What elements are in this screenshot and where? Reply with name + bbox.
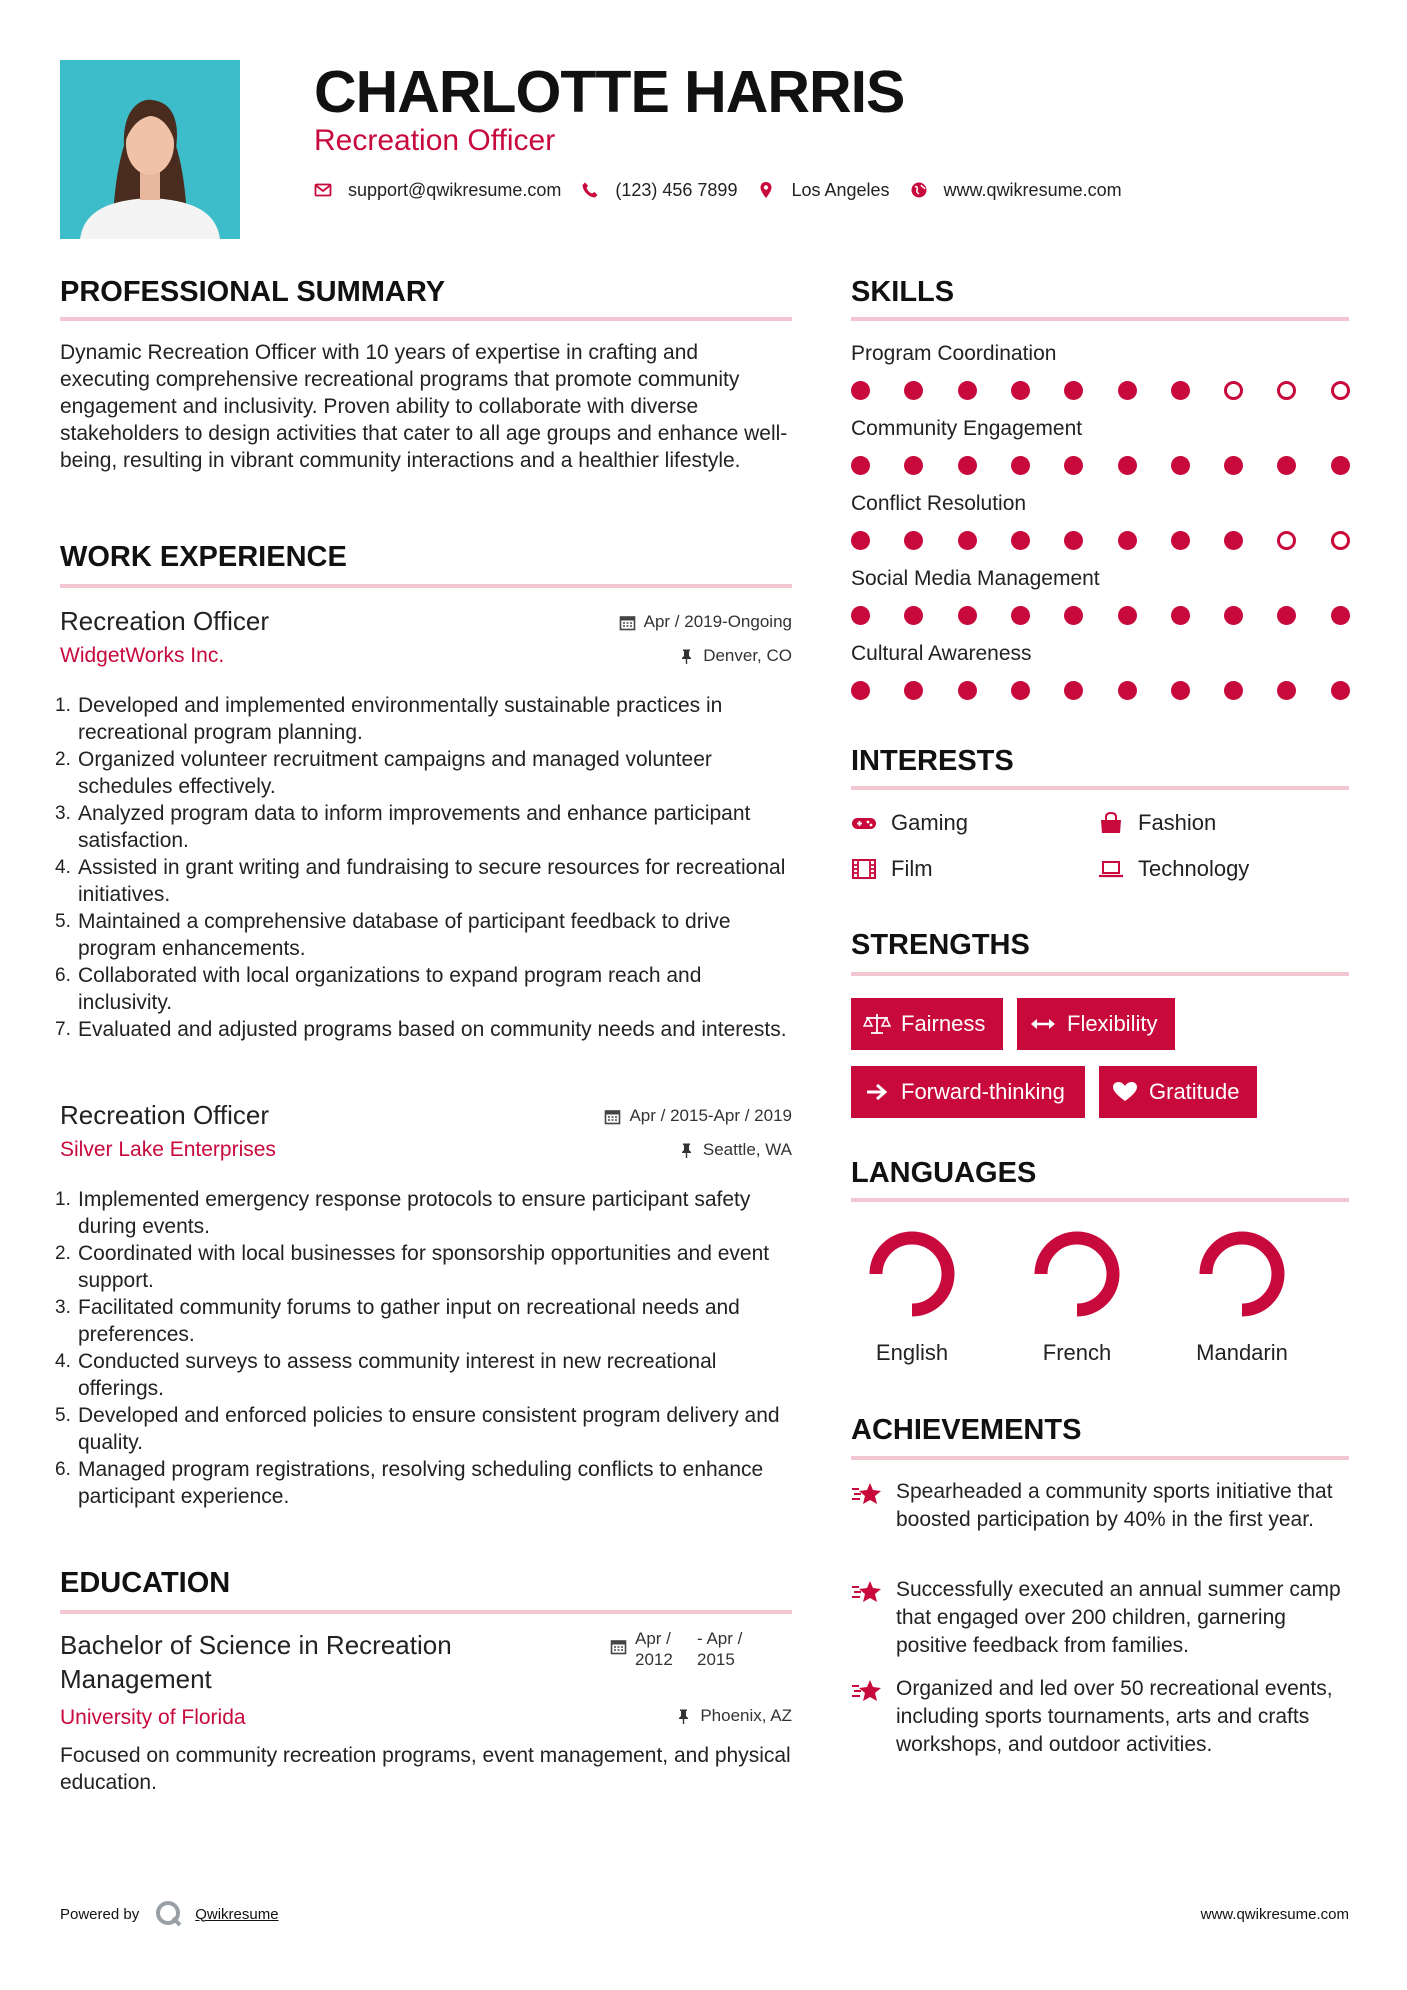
heart-icon [1111,1080,1139,1104]
interest-item [1098,810,1216,836]
languages-divider [851,1198,1349,1202]
footer-url[interactable]: www.qwikresume.com [1200,1906,1349,1923]
contact-bar [314,178,1142,202]
rating-dot-filled [1224,681,1243,700]
language-progress-ring [862,1224,962,1324]
balance-scale-icon [863,1012,891,1036]
list-item: 1. Implemented emergency response protocols to ensure participant safety during events. [55,1188,751,1238]
interest-label: Technology [1138,856,1250,881]
education-description: Focused on community recreation programs, event management, and physical education. [60,1744,791,1794]
strength-tag [1099,1066,1257,1118]
rating-dot-empty [1224,381,1243,400]
rating-dot-filled [904,456,923,475]
job-company: Silver Lake Enterprises [60,1138,276,1161]
language-progress-ring [1027,1224,1127,1324]
skill-rating [851,381,1351,401]
contact-phone-text: (123) 456 7899 [615,179,738,200]
interest-label: Gaming [891,810,969,835]
rating-dot-filled [851,531,870,550]
phone-icon [581,181,599,199]
language-item [847,1224,977,1366]
qwikresume-link[interactable]: Qwikresume [195,1905,279,1923]
rating-dot-filled [1011,456,1030,475]
rating-dot-filled [958,681,977,700]
contact-location [757,180,889,201]
candidate-name: CHARLOTTE HARRIS [314,59,905,125]
list-item: 3. Facilitated community forums to gather input on recreational needs and preferences. [55,1296,740,1346]
education-date-end-month: - Apr / [697,1629,743,1648]
profile-photo [60,60,240,239]
arrow-right-icon [863,1080,891,1104]
rating-dot-empty [1331,531,1350,550]
list-item: 2. Organized volunteer recruitment campaigns and managed volunteer schedules effectively. [55,748,712,798]
language-name: Mandarin [1196,1340,1288,1365]
job-date [604,1106,792,1126]
film-icon [851,858,877,880]
rating-dot-filled [1171,456,1190,475]
education-degree: Bachelor of Science in Recreation Management [60,1630,452,1694]
list-item: 5. Developed and enforced policies to ensure consistent program delivery and quality. [55,1404,780,1454]
rating-dot-filled [1277,606,1296,625]
calendar-icon [619,614,636,631]
language-item [1177,1224,1307,1366]
interest-label: Fashion [1138,810,1217,835]
education-date-end-year: 2015 [697,1650,735,1669]
interests-divider [851,786,1349,790]
calendar-icon [604,1108,621,1125]
pushpin-icon [678,648,695,665]
skill-rating [851,606,1351,626]
shopping-bag-icon [1098,812,1124,834]
rating-dot-filled [1331,681,1350,700]
skill-rating [851,456,1351,476]
job-location-text: Seattle, WA [702,1140,792,1159]
education-location [675,1706,792,1726]
job-location [678,1140,792,1160]
achievement-text: Successfully executed an annual summer camp that engaged over 200 children, garnering positive feedback from families. [896,1578,1341,1657]
job-entry-1 [55,606,792,1043]
rating-dot-filled [1064,531,1083,550]
strength-label: Gratitude [1149,1079,1240,1104]
list-item: 5. Maintained a comprehensive database of participant feedback to drive program enhancements. [55,910,731,960]
skill-rating [851,681,1351,701]
rating-dot-filled [958,456,977,475]
education-date-start-month: Apr / [635,1629,671,1648]
rating-dot-filled [904,606,923,625]
rating-dot-filled [904,531,923,550]
strength-tag [851,998,1003,1050]
list-item: 4. Assisted in grant writing and fundraising to secure resources for recreational initiatives. [55,856,786,906]
list-item: 4. Conducted surveys to assess community interest in new recreational offerings. [55,1350,717,1400]
rating-dot-empty [1277,531,1296,550]
strengths-divider [851,972,1349,976]
contact-website[interactable] [910,180,1122,201]
strength-tag [851,1066,1085,1118]
rating-dot-filled [958,381,977,400]
list-item: 6. Collaborated with local organizations to expand program reach and inclusivity. [55,964,702,1014]
achievement-text: Organized and led over 50 recreational events, including sports tournaments, arts and crafts workshops, and outdoor activities. [896,1677,1333,1756]
strengths-heading: STRENGTHS [851,929,1030,961]
education-date-start-year: 2012 [635,1650,673,1669]
rating-dot-filled [1277,681,1296,700]
contact-phone[interactable] [581,180,737,201]
languages-heading: LANGUAGES [851,1157,1037,1189]
job-location-text: Denver, CO [703,646,792,665]
achievement-text: Spearheaded a community sports initiative that boosted participation by 40% in the first year. [896,1480,1333,1531]
rating-dot-filled [1171,531,1190,550]
rating-dot-filled [958,606,977,625]
rating-dot-filled [1277,456,1296,475]
language-level-arc [1041,1238,1113,1310]
language-name: English [875,1340,949,1365]
strength-label: Fairness [901,1011,986,1036]
experience-divider [60,584,792,588]
rating-dot-filled [904,381,923,400]
rating-dot-filled [1224,531,1243,550]
rating-dot-filled [904,681,923,700]
strength-label: Forward-thinking [901,1079,1065,1104]
rating-dot-filled [1011,381,1030,400]
job-company: WidgetWorks Inc. [60,644,225,667]
candidate-title: Recreation Officer [314,124,556,157]
rating-dot-filled [1224,456,1243,475]
summary-heading: PROFESSIONAL SUMMARY [60,276,446,308]
strength-label: Flexibility [1067,1011,1158,1036]
summary-text: Dynamic Recreation Officer with 10 years of expertise in crafting and executing comprehensive recreational programs that promote community engagement and inclusivity. Proven ability to collaborate with diverse stakeholders to design activities that cater to all age groups and enhance well-being, resulting in vibrant community interactions and a healthier lifestyle. [60,341,788,472]
contact-email[interactable] [314,180,561,201]
rating-dot-filled [1064,381,1083,400]
job-date [619,612,792,632]
achievements-divider [851,1456,1349,1460]
skill-name: Community Engagement [851,417,1083,440]
education-school: University of Florida [60,1706,246,1729]
interest-item [851,810,968,836]
rating-dot-filled [851,606,870,625]
language-item [1012,1224,1142,1366]
list-item: 1. Developed and implemented environmentally sustainable practices in recreational program planning. [55,694,723,744]
list-item: 7. Evaluated and adjusted programs based on community needs and interests. [55,1018,787,1041]
rating-dot-filled [1118,531,1137,550]
interest-item [851,856,933,882]
rating-dot-filled [851,381,870,400]
pushpin-icon [675,1708,692,1725]
job-1-bullets [55,692,792,1043]
rating-dot-filled [1171,606,1190,625]
rating-dot-filled [1011,681,1030,700]
star-award-icon [851,1480,883,1508]
language-level-arc [876,1238,948,1310]
contact-email-text: support@qwikresume.com [348,179,562,200]
job-role: Recreation Officer [60,1100,270,1130]
pushpin-icon [678,1142,695,1159]
interests-heading: INTERESTS [851,745,1014,777]
rating-dot-filled [1171,681,1190,700]
skill-name: Program Coordination [851,342,1057,365]
rating-dot-filled [1224,606,1243,625]
rating-dot-empty [1277,381,1296,400]
education-location-text: Phoenix, AZ [700,1706,792,1725]
star-award-icon [851,1578,883,1606]
education-heading: EDUCATION [60,1567,231,1599]
job-entry-2 [55,1100,792,1510]
job-date-text: Apr / 2015-Apr / 2019 [629,1106,792,1125]
rating-dot-filled [1118,456,1137,475]
star-award-icon [851,1677,883,1705]
rating-dot-filled [1064,681,1083,700]
gamepad-icon [851,812,877,834]
list-item: 2. Coordinated with local businesses for sponsorship opportunities and event support. [55,1242,770,1292]
arrows-horizontal-icon [1029,1012,1057,1036]
qwikresume-logo-icon [153,1898,185,1930]
rating-dot-filled [851,681,870,700]
contact-location-text: Los Angeles [791,179,890,200]
rating-dot-filled [1118,381,1137,400]
job-role: Recreation Officer [60,606,270,636]
envelope-icon [314,181,332,199]
rating-dot-filled [1331,606,1350,625]
job-2-bullets [55,1186,792,1510]
skills-divider [851,317,1349,321]
rating-dot-filled [1064,456,1083,475]
language-name: French [1042,1340,1112,1365]
rating-dot-filled [1011,606,1030,625]
language-progress-ring [1192,1224,1292,1324]
laptop-icon [1098,858,1124,880]
skill-name: Conflict Resolution [851,492,1027,515]
skill-rating [851,531,1351,551]
rating-dot-filled [1118,606,1137,625]
rating-dot-filled [1331,456,1350,475]
powered-by-text: Powered by [60,1905,140,1923]
rating-dot-filled [851,456,870,475]
contact-website-text: www.qwikresume.com [943,179,1122,200]
rating-dot-filled [1064,606,1083,625]
map-pin-icon [757,181,775,199]
summary-divider [60,317,792,321]
education-date [610,1628,759,1670]
rating-dot-filled [958,531,977,550]
skill-name: Cultural Awareness [851,642,1032,665]
job-date-text: Apr / 2019-Ongoing [643,612,792,631]
experience-heading: WORK EXPERIENCE [60,541,347,573]
interest-label: Film [891,856,933,881]
skills-heading: SKILLS [851,276,955,308]
rating-dot-filled [1011,531,1030,550]
list-item: 6. Managed program registrations, resolving scheduling conflicts to enhance participant experience. [55,1458,764,1508]
list-item: 3. Analyzed program data to inform improvements and enhance participant satisfaction. [55,802,751,852]
strength-tag [1017,998,1175,1050]
footer-branding [60,1898,279,1930]
globe-icon [910,181,928,199]
language-level-arc [1206,1238,1278,1310]
achievements-heading: ACHIEVEMENTS [851,1414,1082,1446]
rating-dot-filled [1118,681,1137,700]
rating-dot-empty [1331,381,1350,400]
interest-item [1098,856,1249,882]
skill-name: Social Media Management [851,567,1100,590]
rating-dot-filled [1171,381,1190,400]
calendar-icon [610,1638,627,1655]
job-location [678,646,792,666]
education-divider [60,1610,792,1614]
